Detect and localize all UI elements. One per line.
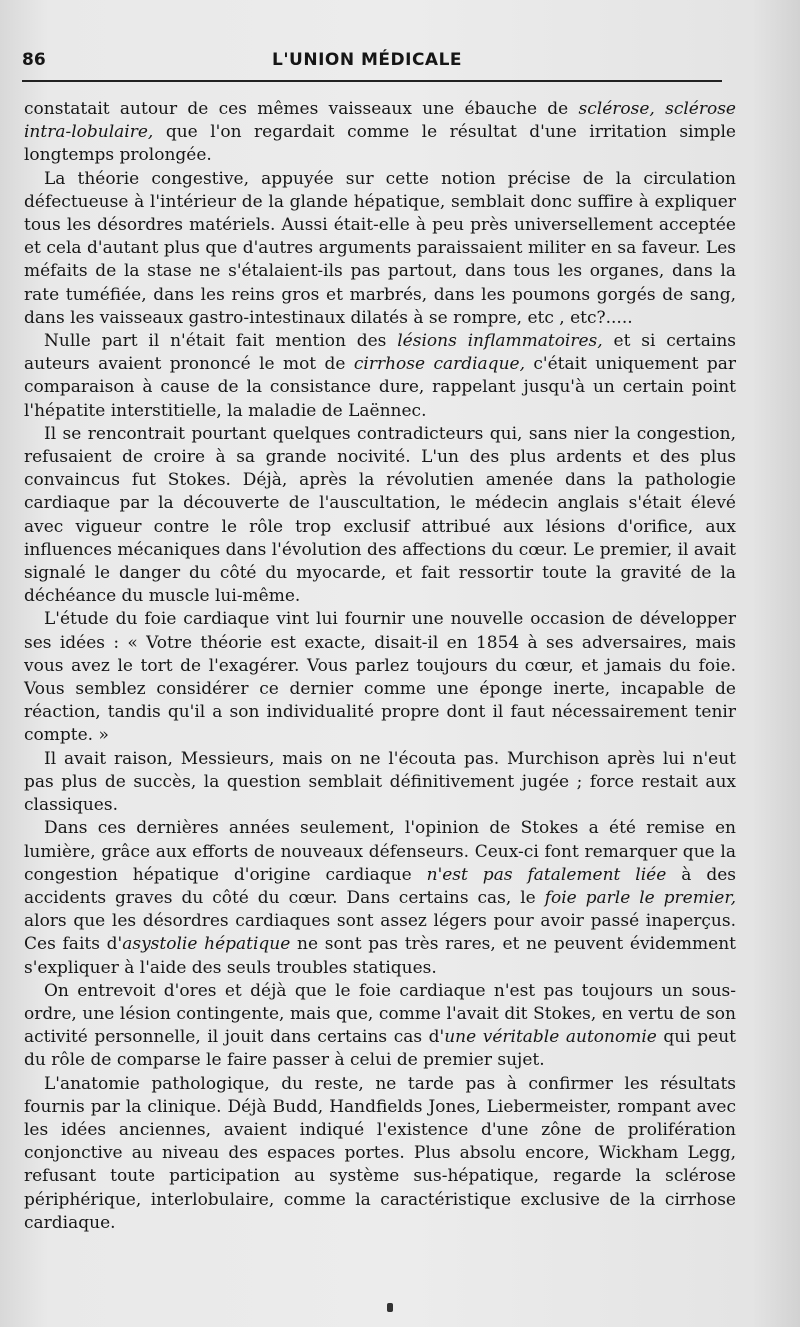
paragraph: [24, 608, 736, 747]
text-run: que l'on regardait comme le résultat d'une irritation simple longtemps prolongée.: [24, 122, 736, 166]
page-number: 86: [22, 50, 46, 70]
text-run: Nulle part il n'était fait mention des: [44, 331, 398, 352]
text-run: Il se rencontrait pourtant quelques contradicteurs qui, sans nier la congestion, refusaient de croire à sa grande nocivité. L'un des plus ardents et des plus convaincus fut Stokes. Déjà, après la révolutien amenée dans la pathologie cardiaque par la découverte de l'auscultation, le médecin anglais s'était élevé avec vigueur contre le rôle trop exclusif attribué aux lésions d'orifice, aux influences mécaniques dans l'évolution des affections du cœur. Le premier, il avait signalé le danger du côté du myocarde, et fait ressortir toute la gravité de la déchéance du muscle lui-même.: [24, 423, 736, 607]
text-run: ne sont pas très rares, et ne peuvent évidemment s'expliquer à l'aide des seuls troubles statiques.: [24, 934, 737, 978]
paragraph: [24, 980, 736, 1073]
italic-text: lésions inflammatoires,: [397, 331, 603, 352]
text-run: La théorie congestive, appuyée sur cette notion précise de la circulation défectueuse à l'intérieur de la glande hépatique, semblait donc suffire à expliquer tous les désordres matériels. Aussi était-elle à peu près universellement acceptée et cela d'autant plus que d'autres arguments paraissaient militer en sa faveur. Les méfaits de la stase ne s'étalaient-ils pas partout, dans tous les organes, dans la rate tuméfiée, dans les reins gros et marbrés, dans les poumons gorgés de sang, dans les vaisseaux gastro-intestinaux dilatés à se rompre, etc , etc?.....: [24, 168, 736, 328]
text-run: Dans ces dernières années seulement, l'opinion de Stokes a été remise en lumière, grâce aux efforts de nouveaux défenseurs. Ceux-ci font remarquer que la congestion hépatique d'origine cardiaque: [24, 818, 736, 885]
italic-text: sclérose, sclérose intra-lobulaire,: [24, 99, 736, 143]
italic-text: cirrhose cardiaque,: [353, 354, 525, 375]
paragraph: [24, 423, 736, 609]
text-run: c'était uniquement par comparaison à cause de la consistance dure, rappelant jusqu'à un certain point l'hépatite interstitielle, la maladie de Laënnec.: [24, 354, 736, 421]
paragraph: [24, 168, 736, 330]
text-run: à des accidents graves du côté du cœur. Dans certains cas, le: [24, 864, 736, 908]
italic-text: foie parle le premier,: [544, 887, 736, 908]
italic-text: asystolie hépatique: [122, 934, 291, 955]
body-text: [24, 98, 736, 1235]
page-header: [22, 50, 720, 78]
text-run: qui peut du rôle de comparse le faire passer à celui de premier sujet.: [24, 1027, 736, 1071]
paragraph: [24, 817, 736, 979]
ink-mark: [387, 1303, 393, 1312]
text-run: constatait autour de ces mêmes vaisseaux une ébauche de: [24, 99, 579, 119]
text-run: et si certains auteurs avaient prononcé le mot de: [24, 331, 736, 375]
paragraph: [24, 330, 736, 423]
italic-text: une véritable autonomie: [444, 1027, 657, 1048]
footer-mark: [380, 1300, 400, 1314]
header-rule: [22, 80, 722, 82]
italic-text: n'est pas fatalement liée: [426, 864, 667, 885]
paragraph: [24, 98, 736, 168]
paragraph: [24, 1073, 736, 1235]
running-head: L'UNION MÉDICALE: [272, 50, 463, 70]
text-run: L'étude du foie cardiaque vint lui fournir une nouvelle occasion de développer ses idées : « Votre théorie est exacte, disait-il en 1854 à ses adversaires, mais vous avez le tort de l'exagérer. Vous parlez toujours du cœur, et jamais du foie. Vous semblez considérer ce dernier comme une éponge inerte, incapable de réaction, tandis qu'il a son individualité propre dont il faut nécessairement tenir compte. »: [24, 609, 736, 746]
text-run: L'anatomie pathologique, du reste, ne tarde pas à confirmer les résultats fournis par la clinique. Déjà Budd, Handfields Jones, Liebermeister, rompant avec les idées anciennes, avaient indiqué l'existence d'une zône de prolifération conjonctive au niveau des espaces portes. Plus absolu encore, Wickham Legg, refusant toute participation au système sus-hépatique, regarde la sclérose périphérique, interlobulaire, comme la caractéristique exclusive de la cirrhose cardiaque.: [24, 1073, 736, 1233]
text-run: On entrevoit d'ores et déjà que le foie cardiaque n'est pas toujours un sous-ordre, une lésion contingente, mais que, comme l'avait dit Stokes, en vertu de son activité personnelle, il jouit dans certains cas d': [24, 980, 736, 1048]
text-run: alors que les désordres cardiaques sont assez légers pour avoir passé inaperçus. Ces faits d': [24, 911, 736, 955]
text-run: Il avait raison, Messieurs, mais on ne l'écouta pas. Murchison après lui n'eut pas plus de succès, la question semblait définitivement jugée ; force restait aux classiques.: [24, 748, 736, 816]
paragraph: [24, 748, 736, 818]
